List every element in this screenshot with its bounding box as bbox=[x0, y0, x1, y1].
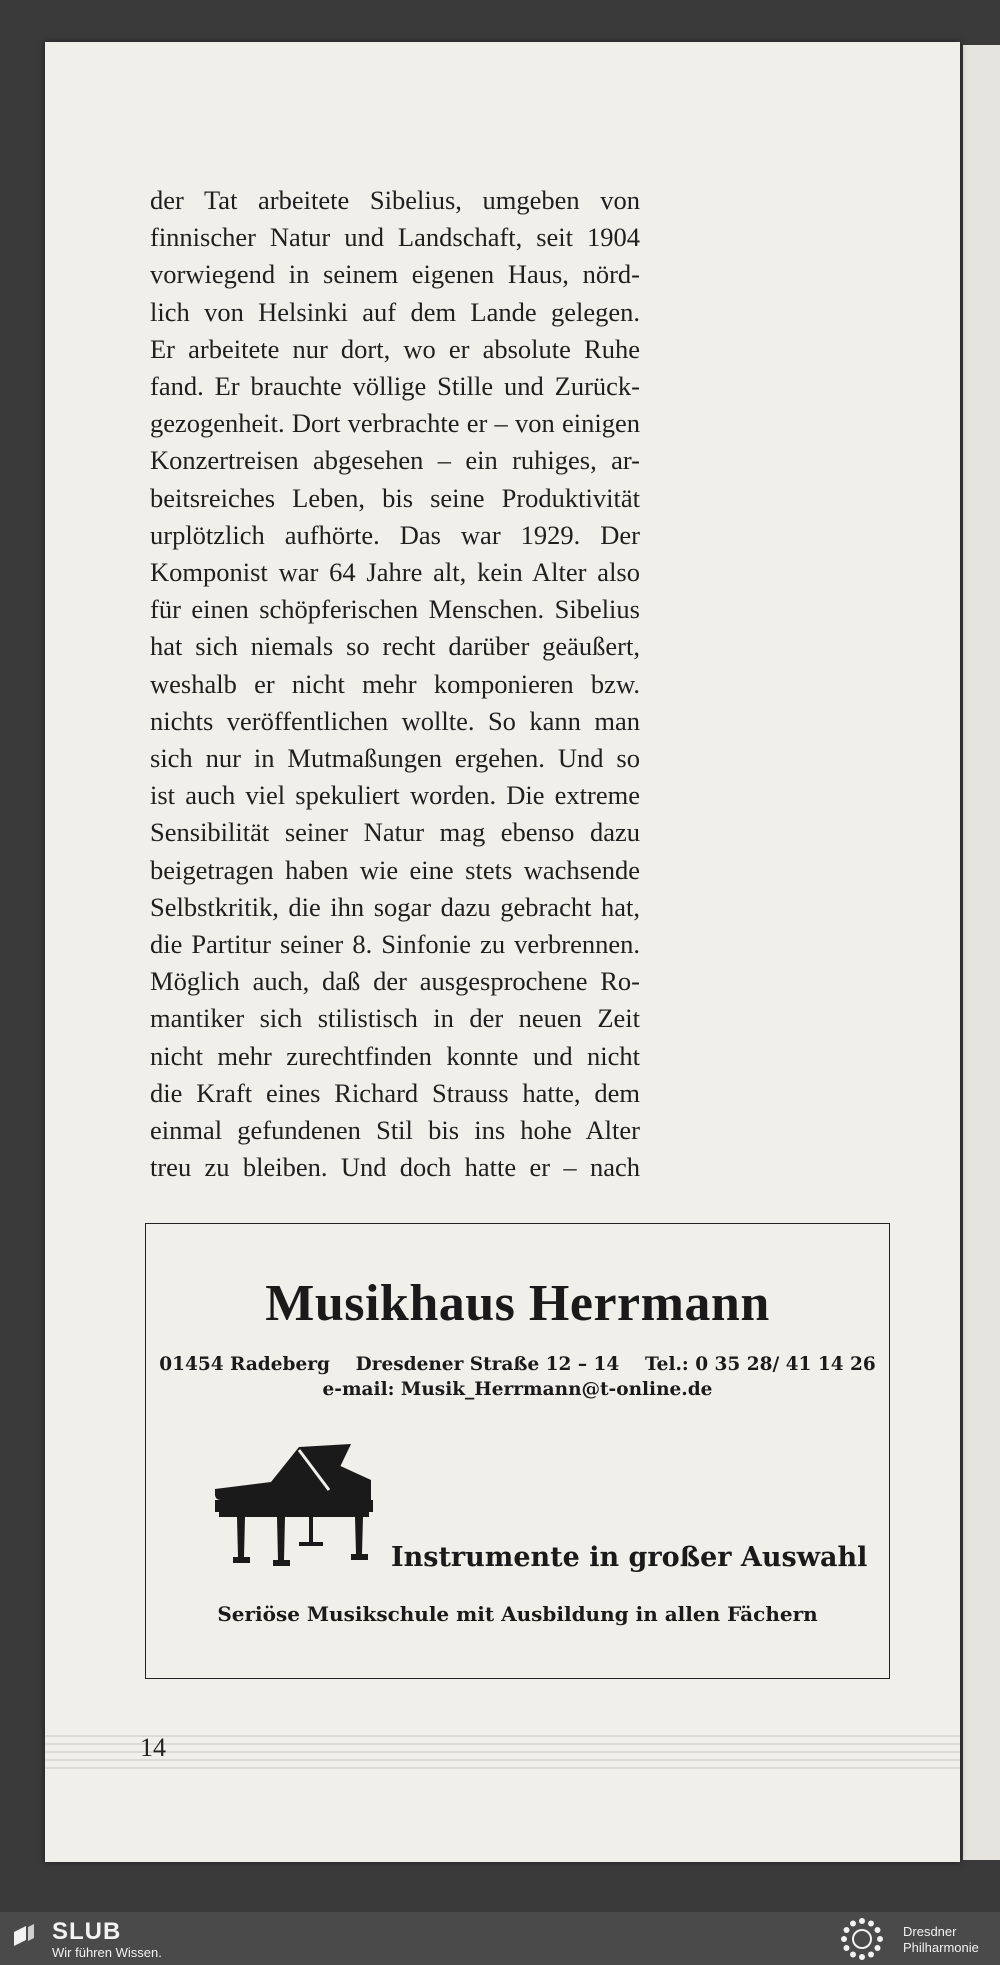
grand-piano-icon bbox=[211, 1442, 381, 1577]
body-line: Möglich auch, daß der ausgesprochene Ro- bbox=[150, 966, 640, 997]
body-line: mantiker sich stilistisch in der neuen Zeit bbox=[150, 1003, 640, 1034]
body-line: finnischer Natur und Landschaft, seit 1904 bbox=[150, 222, 640, 253]
footer-bar bbox=[0, 1912, 1000, 1965]
library-name: SLUB bbox=[52, 1918, 122, 1945]
staff-lines-decoration bbox=[45, 1730, 960, 1775]
body-line: Konzertreisen abgesehen – ein ruhiges, ar- bbox=[150, 445, 640, 476]
ad-school: Seriöse Musikschule mit Ausbildung in allen Fächern bbox=[217, 1602, 818, 1626]
body-line: sich nur in Mutmaßungen ergehen. Und so bbox=[150, 743, 640, 774]
body-line: fand. Er brauchte völlige Stille und Zurück- bbox=[150, 371, 640, 402]
body-line: lich von Helsinki auf dem Lande gelegen. bbox=[150, 296, 640, 327]
body-line: Er arbeitete nur dort, wo er absolute Ruhe bbox=[150, 333, 640, 364]
body-line: nichts veröffentlichen wollte. So kann man bbox=[150, 705, 640, 736]
body-line: beitsreiches Leben, bis seine Produktivität bbox=[150, 482, 640, 513]
body-line: hat sich niemals so recht darüber geäußert, bbox=[150, 631, 640, 662]
philharmonie-logo-icon bbox=[838, 1915, 886, 1963]
body-line: weshalb er nicht mehr komponieren bzw. bbox=[150, 668, 640, 699]
body-line: ist auch viel spekuliert worden. Die extreme bbox=[150, 780, 640, 811]
page-number: 14 bbox=[140, 1733, 166, 1762]
body-line: nicht mehr zurechtfinden konnte und nicht bbox=[150, 1040, 640, 1071]
slub-logo-icon bbox=[12, 1924, 36, 1948]
body-line: Selbstkritik, die ihn sogar dazu gebracht hat, bbox=[150, 891, 640, 922]
body-line: für einen schöpferischen Menschen. Sibelius bbox=[150, 594, 640, 625]
advertisement-box bbox=[145, 1223, 890, 1679]
body-line: urplötzlich aufhörte. Das war 1929. Der bbox=[150, 519, 640, 550]
body-text bbox=[150, 182, 640, 1186]
body-line: der Tat arbeitete Sibelius, umgeben von bbox=[150, 185, 640, 215]
ad-tagline: Instrumente in großer Auswahl bbox=[391, 1542, 868, 1573]
body-line: treu zu bleiben. Und doch hatte er – nach bbox=[150, 1152, 640, 1183]
body-line: Sensibilität seiner Natur mag ebenso dazu bbox=[150, 817, 640, 848]
partner-name-line1: Dresdner bbox=[903, 1924, 957, 1939]
partner-name-line2: Philharmonie bbox=[903, 1940, 979, 1955]
body-line: die Partitur seiner 8. Sinfonie zu verbrennen. bbox=[150, 929, 640, 960]
ad-title: Musikhaus Herrmann bbox=[265, 1275, 770, 1332]
library-slogan: Wir führen Wissen. bbox=[52, 1945, 162, 1960]
ad-address: 01454 Radeberg Dresdener Straße 12 – 14 Tel.: 0 35 28/ 41 14 26 bbox=[159, 1354, 876, 1375]
body-line: gezogenheit. Dort verbrachte er – von einigen bbox=[150, 408, 640, 439]
body-line: einmal gefundenen Stil bis ins hohe Alter bbox=[150, 1115, 640, 1146]
body-line: vorwiegend in seinem eigenen Haus, nörd- bbox=[150, 259, 640, 290]
ad-email: e-mail: Musik_Herrmann@t-online.de bbox=[322, 1379, 713, 1400]
body-line: Komponist war 64 Jahre alt, kein Alter also bbox=[150, 557, 640, 588]
body-line: beigetragen haben wie eine stets wachsende bbox=[150, 854, 640, 885]
body-line: die Kraft eines Richard Strauss hatte, dem bbox=[150, 1077, 640, 1108]
adjacent-page-edge bbox=[963, 45, 1000, 1860]
